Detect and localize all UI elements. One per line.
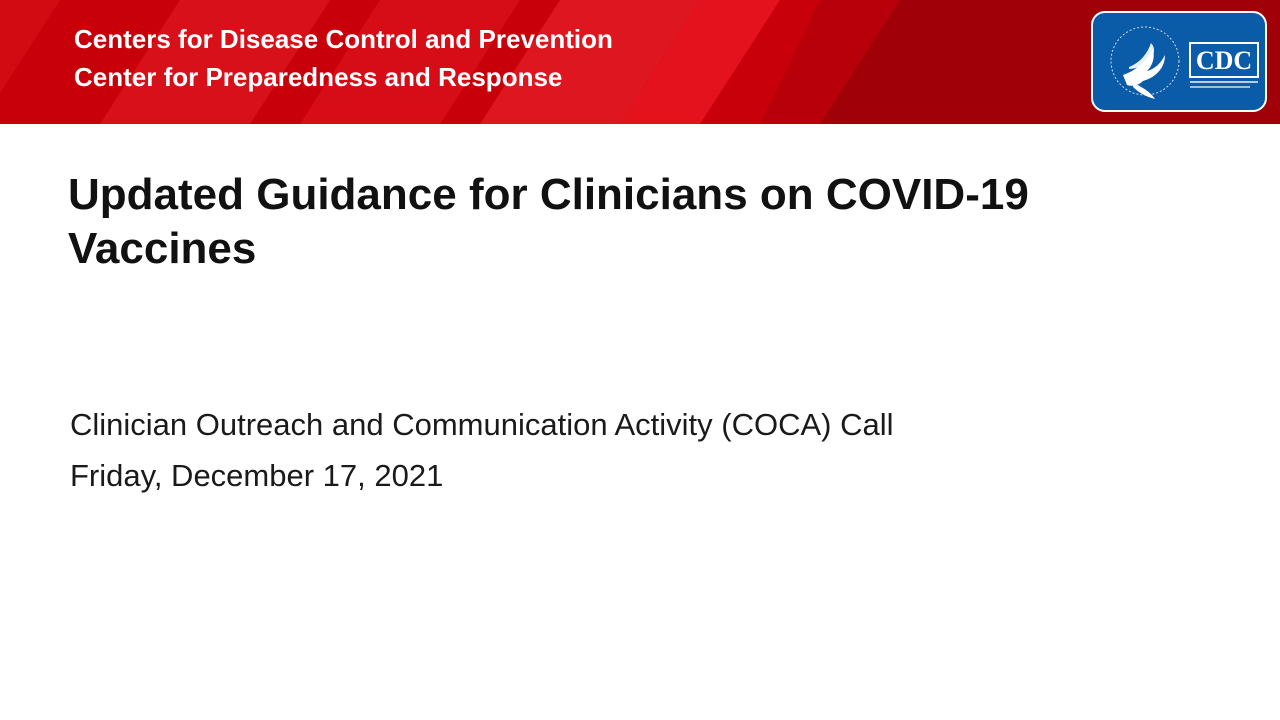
cdc-logo — [1091, 11, 1267, 112]
cdc-wordmark: CDC — [1195, 46, 1253, 75]
hhs-eagle-icon — [1111, 27, 1179, 99]
slide-title: Updated Guidance for Clinicians on COVID-19 Vaccines — [68, 170, 1029, 273]
header-banner — [0, 0, 1280, 124]
event-name: Clinician Outreach and Communication Activity (COCA) Call — [70, 407, 894, 442]
logo-graphic — [1093, 13, 1265, 110]
event-date: Friday, December 17, 2021 — [70, 458, 444, 493]
header-organization: Centers for Disease Control and Prevention — [74, 24, 613, 54]
header-center: Center for Preparedness and Response — [74, 62, 563, 92]
header-text — [74, 20, 613, 96]
